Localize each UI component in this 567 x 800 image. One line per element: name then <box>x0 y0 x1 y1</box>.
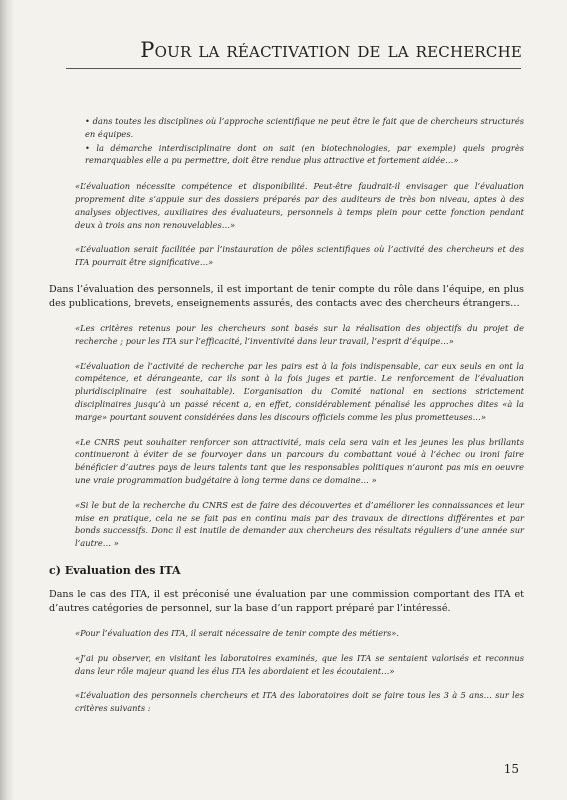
quote-paragraph: «L’évaluation de l’activité de recherche par les pairs est à la fois indispensable, car eux seuls en ont la compétence, et dérangeante, car ils sont à la fois juges et partie. Le renforcement de l’évaluation pluridisciplinaire (est souhaitable). L’organisation du Comité national en sections strictement disciplinaires jusqu’à un passé récent a, en effet, considérablement pénalisé les approches dites «à la marge» pourtant souvent considérées dans les discours officiels comme les plus prometteuses…» <box>75 360 524 422</box>
bullet-item: • la démarche interdisciplinaire dont on sait (en biotechnologies, par exemple) quels progrès remarquables elle a pu permettre, doit être rendue plus attractive et fortement aidée…» <box>85 142 524 166</box>
quote-paragraph: «Si le but de la recherche du CNRS est de faire des découvertes et d’améliorer les connaissances et leur mise en pratique, cela ne se fait pas en continu mais par des travaux de directions différentes et par bonds successifs. Donc il est inutile de demander aux chercheurs des résultats réguliers d’une année sur l’autre… » <box>75 499 524 549</box>
quote-paragraph: «Le CNRS peut souhaiter renforcer son attractivité, mais cela sera vain et les jeunes les plus brillants continueront à éviter de se fourvoyer dans un parcours du combattant voué à l’échec ou ironi faire bénéficier d’autres pays de leurs talents tant que les responsables politiques n’auront pas mis en oeuvre une vraie programmation budgétaire à long terme dans ce domaine… » <box>75 436 524 485</box>
quote-paragraph: «Pour l’évaluation des ITA, il serait nécessaire de tenir compte des métiers». <box>75 627 399 638</box>
quote-paragraph: «L’évaluation nécessite compétence et disponibilité. Peut-être faudrait-il envisager que l’évaluation proprement dite s’appuie sur des dossiers préparés par des auditeurs de très bon niveau, aptes à des analyses objectives, auxiliaires des évaluateurs, personnels à temps plein pour cette fonction pendant deux à trois ans non renouvelables…» <box>75 181 524 230</box>
page-number: 15 <box>503 762 519 776</box>
quote-paragraph: «L’évaluation serait facilitée par l’instauration de pôles scientifiques où l’activité des chercheurs et des ITA pourrait être significative…» <box>75 244 524 268</box>
section-heading-text: Evaluation des ITA <box>64 563 181 577</box>
section-heading <box>49 564 524 577</box>
binding-shadow <box>0 0 14 800</box>
quote-paragraph: «Les critères retenus pour les chercheurs sont basés sur la réalisation des objectifs du projet de recherche ; pour les ITA sur l’efficacité, l’inventivité dans leur travail, l’esprit d’équipe…» <box>75 322 524 346</box>
quote-paragraph: «L’évaluation des personnels chercheurs et ITA des laboratoires doit se faire tous les 3 à 5 ans… sur les critères suivants : <box>75 690 524 714</box>
page-body <box>49 115 524 715</box>
body-paragraph: Dans le cas des ITA, il est préconisé une évaluation par une commission comportant des ITA et d’autres catégories de personnel, sur la base d’un rapport préparé par l’intéressé. <box>49 588 524 614</box>
header-rule <box>66 68 521 69</box>
quote-paragraph: «J’ai pu observer, en visitant les laboratoires examinés, que les ITA se sentaient valorisés et reconnus dans leur rôle majeur quand les élus ITA les abordaient et les écoutaient…» <box>75 652 524 676</box>
bullet-item: • dans toutes les disciplines où l’approche scientifique ne peut être le fait que de chercheurs structurés en équipes. <box>85 116 524 139</box>
page-header-title: Pour la réactivation de la recherche <box>140 38 522 62</box>
section-heading-label: c) <box>49 563 61 577</box>
body-paragraph: Dans l’évaluation des personnels, il est important de tenir compte du rôle dans l’équipe, en plus des publications, brevets, enseignements assurés, des contacts avec des chercheurs étrangers… <box>49 283 524 309</box>
